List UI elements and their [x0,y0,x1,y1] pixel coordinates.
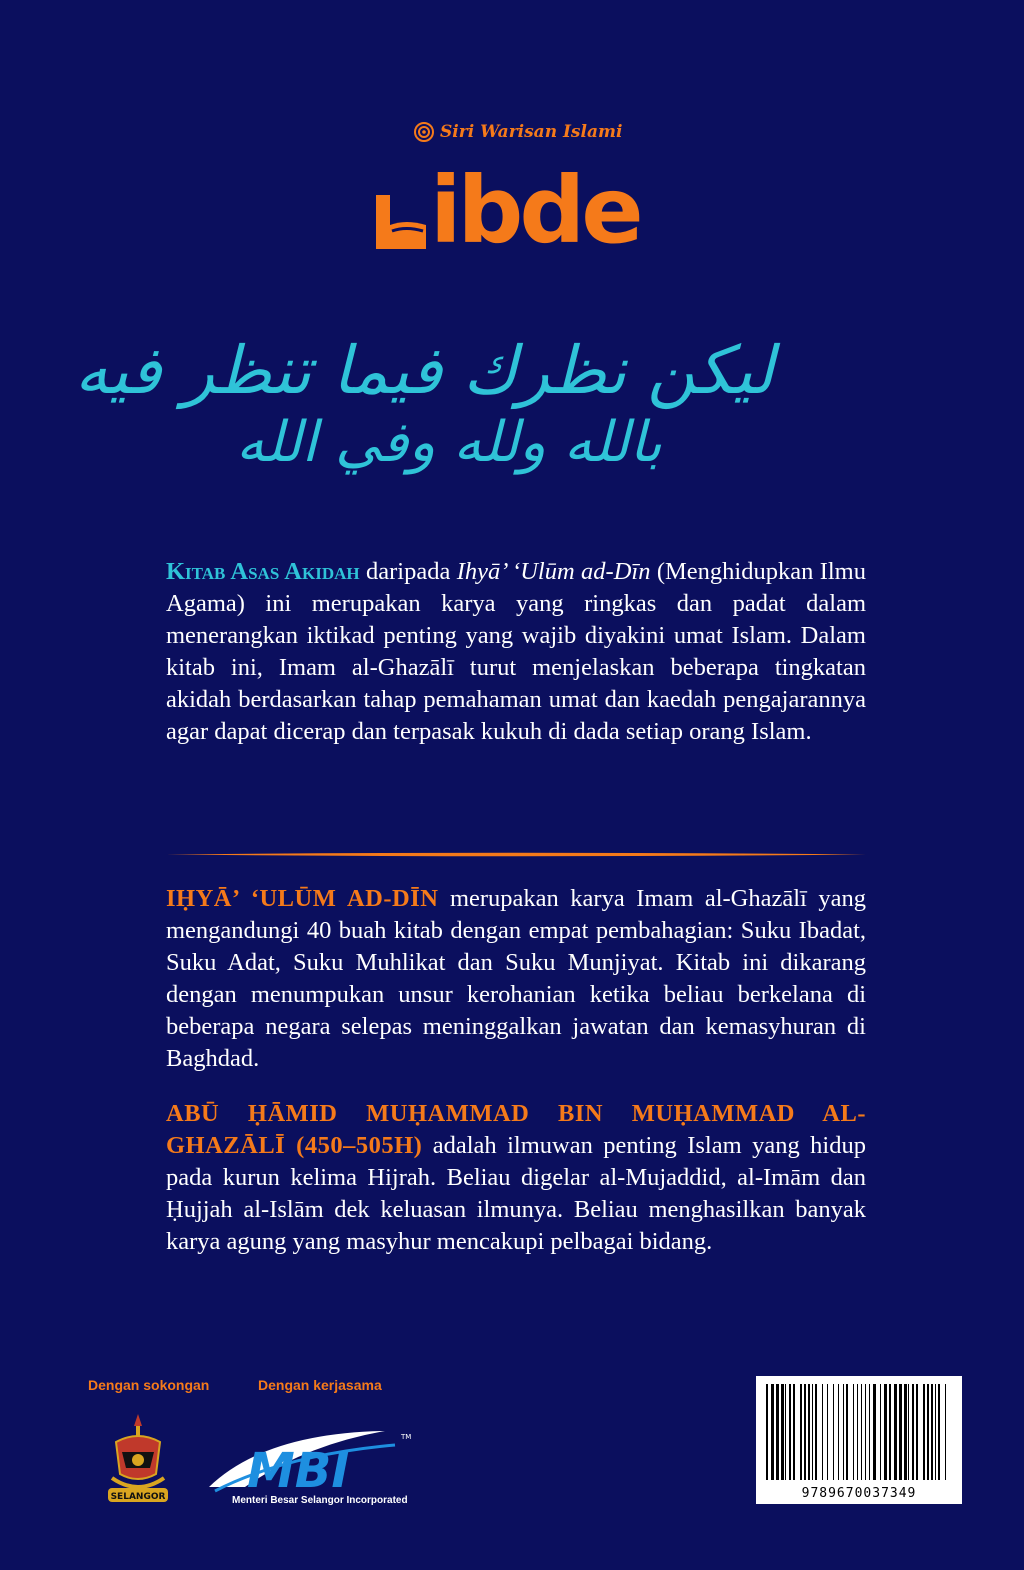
barcode-bar [889,1384,891,1480]
support-label: Dengan sokongan [88,1377,210,1393]
barcode-bar [838,1384,839,1480]
divider [166,852,866,857]
barcode-bar [843,1384,844,1480]
intro-text-2: (Menghidupkan Ilmu Agama) ini merupakan karya yang ringkas dan padat dalam menerangkan iktikad penting yang wajib diyakini umat Islam. Dalam kitab ini, Imam al-Ghazālī turut menjelaskan beberapa tingkatan akidah berdasarkan tahap pemahaman umat dan kaedah pengajarannya agar dapat dicerap dan terpasak kukuh di dada setiap orang Islam. [166,558,866,745]
isbn-number: 9789670037349 [801,1486,917,1501]
series-label [414,122,622,142]
barcode-bar [912,1384,914,1480]
barcode-bar [916,1384,918,1480]
barcode-bar [927,1384,929,1480]
calligraphy-line-1: ليكن نظرك فيما تنظر فيه [74,332,774,409]
barcode-bar [908,1384,909,1480]
ihya-paragraph [166,883,866,1075]
barcode-bar [776,1384,779,1480]
barcode-bar [781,1384,784,1480]
barcode-bar [899,1384,902,1480]
barcode-bar [880,1384,881,1480]
barcode-bar [815,1384,817,1480]
barcode-bar [771,1384,774,1480]
barcode-bar [857,1384,858,1480]
selangor-crest-icon [102,1412,174,1506]
barcode-bar [785,1384,786,1480]
ihya-text: merupakan karya Imam al-Ghazālī yang mengandungi 40 buah kitab dengan empat pembahagian: Suku Ibadat, Suku Adat, Suku Muhlikat dan Suku Munjiyat. Kitab ini dikarang dengan menumpukan unsur kerohanian ketika beliau berkelana di beberapa negara selepas meninggalkan jawatan dan kemasyhuran di Baghdad. [166,885,866,1072]
barcode-bar [938,1384,940,1480]
barcode-bar [869,1384,870,1480]
arabic-calligraphy [74,322,782,502]
barcode-bar [904,1384,907,1480]
mbi-tm: TM [401,1433,412,1441]
barcode-bar [793,1384,795,1480]
barcode-bar [804,1384,806,1480]
mbi-text: MBI [247,1443,350,1499]
cooperation-label: Dengan kerjasama [258,1377,382,1393]
barcode-bar [894,1384,897,1480]
barcode-bar [812,1384,813,1480]
crest-text: SELANGOR [110,1492,166,1502]
series-name: Siri Warisan Islami [440,122,623,142]
author-paragraph [166,1098,866,1258]
barcode-bar [833,1384,834,1480]
barcode [756,1376,962,1504]
author-text: adalah ilmuwan penting Islam yang hidup pada kurun kelima Hijrah. Beliau digelar al-Mujaddid, al-Imām dan Ḥujjah al-Islām dek keluasan ilmunya. Beliau menghasilkan banyak karya agung yang masyhur mencakupi pelbagai bidang. [166,1132,866,1255]
barcode-bar [808,1384,810,1480]
book-icon [376,195,428,249]
intro-text-1: daripada [359,558,457,585]
barcode-bar [935,1384,936,1480]
intro-book-title: Ihyā’ ‘Ulūm ad-Dīn [456,558,651,585]
barcode-bar [865,1384,866,1480]
intro-paragraph [166,556,866,748]
barcode-bar [945,1384,946,1480]
barcode-bar [853,1384,854,1480]
barcode-bar [861,1384,862,1480]
barcode-bar [873,1384,876,1480]
barcode-bar [827,1384,828,1480]
barcode-bars [764,1384,954,1480]
barcode-bar [822,1384,823,1480]
calligraphy-line-2: بالله ولله وفي الله [235,410,662,475]
emblem-icon [414,122,434,142]
mbi-caption: Menteri Besar Selangor Incorporated [232,1495,408,1506]
barcode-bar [884,1384,887,1480]
barcode-bar [923,1384,925,1480]
barcode-bar [931,1384,933,1480]
ihya-lead: IḤYĀ’ ‘ULŪM AD-DĪN [166,885,439,912]
barcode-bar [846,1384,848,1480]
barcode-bar [766,1384,768,1480]
intro-lead: Kitab Asas Akidah [166,558,360,585]
author-lead: ABŪ ḤĀMID MUḤAMMAD BIN MUḤAMMAD AL-GHAZĀLĪ (450–505H) [166,1100,866,1159]
barcode-bar [789,1384,791,1480]
logo-text: ibde [430,157,640,264]
barcode-bar [800,1384,802,1480]
